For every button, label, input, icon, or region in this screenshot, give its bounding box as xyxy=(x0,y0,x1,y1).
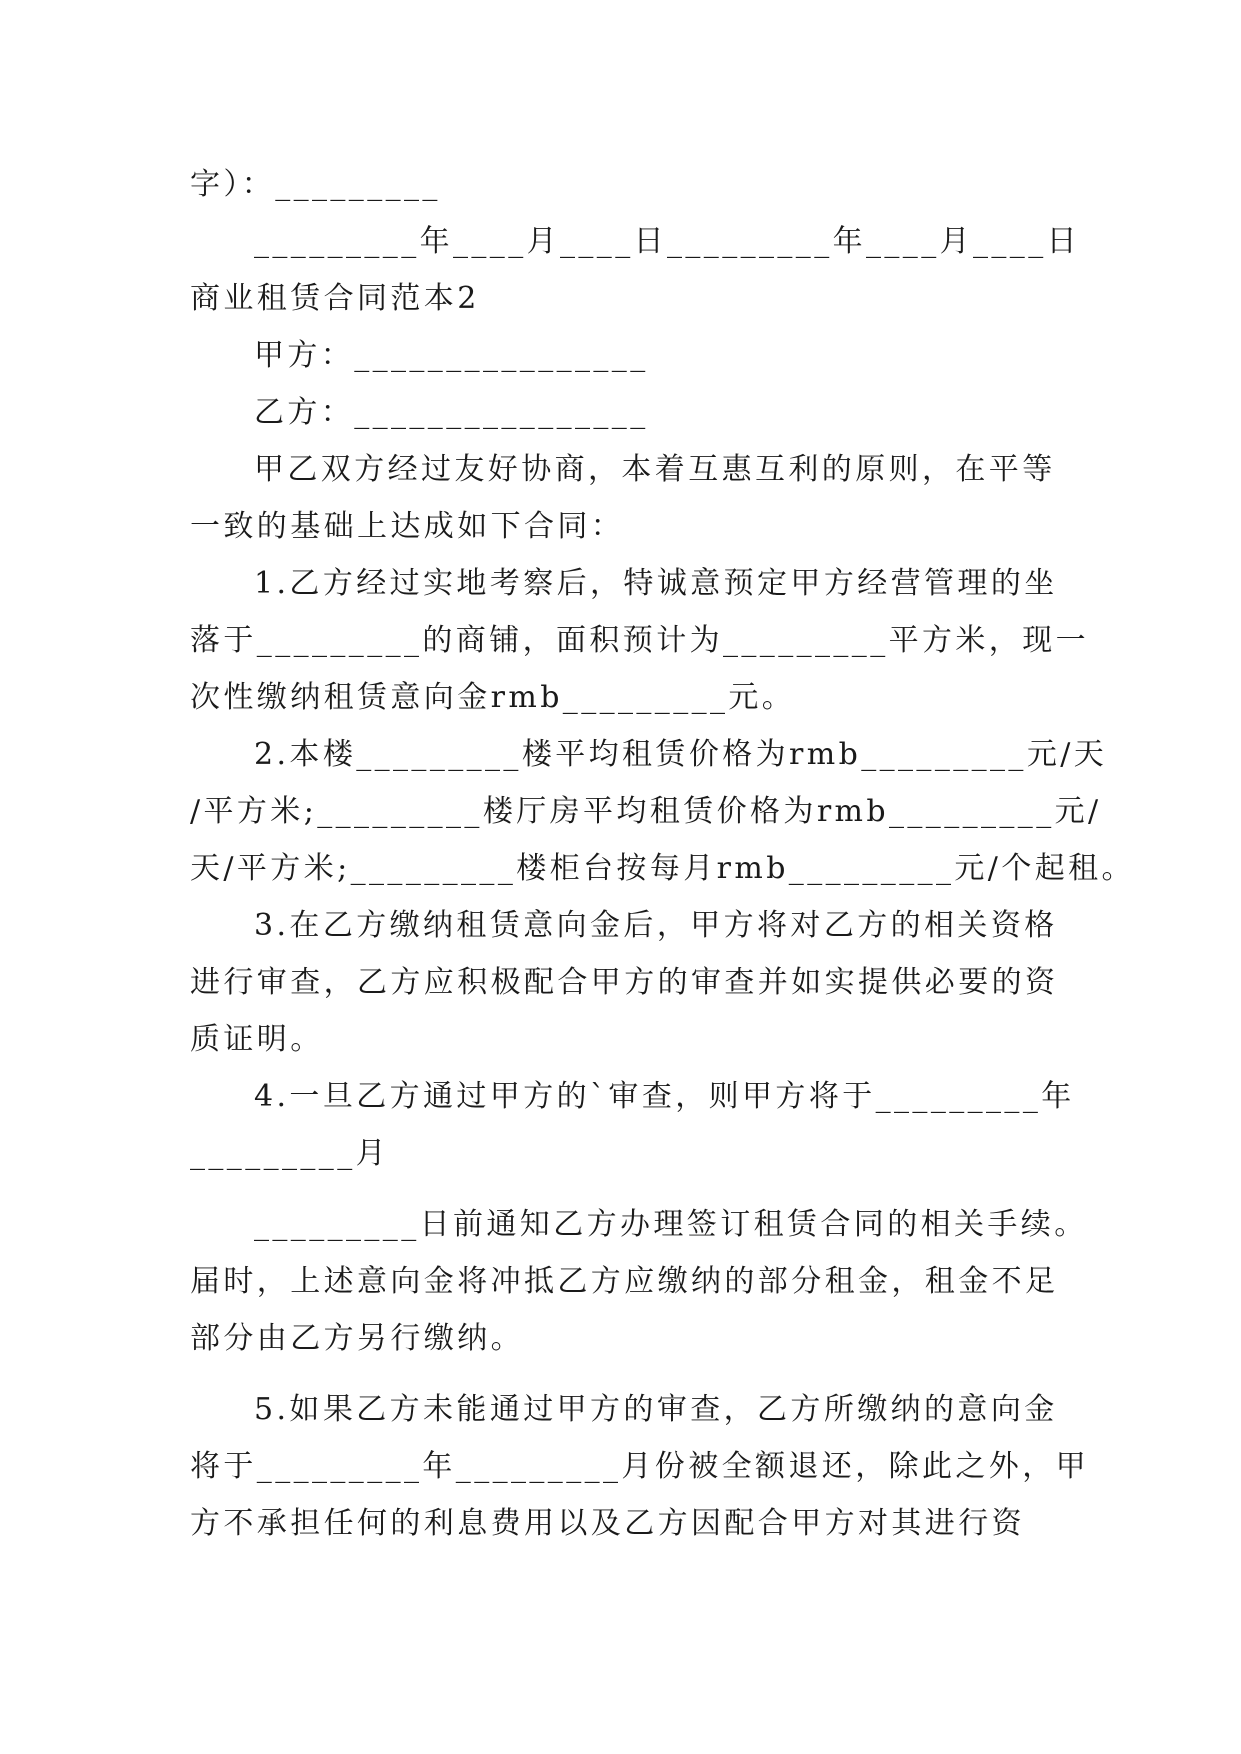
clause-3-line-1: 3.在乙方缴纳租赁意向金后，甲方将对乙方的相关资格 xyxy=(254,908,1058,943)
clause-4-line-3: _________日前通知乙方办理签订租赁合同的相关手续。 xyxy=(254,1207,1088,1242)
clause-3-line-2: 进行审查，乙方应积极配合甲方的审查并如实提供必要的资 xyxy=(190,965,1059,1000)
clause-5-line-2: 将于_________年_________月份被全额退还，除此之外，甲 xyxy=(190,1449,1089,1484)
clause-5-line-1: 5.如果乙方未能通过甲方的审查，乙方所缴纳的意向金 xyxy=(254,1392,1058,1427)
clause-1-line-3: 次性缴纳租赁意向金rmb_________元。 xyxy=(190,680,796,715)
clause-2-line-1: 2.本楼_________楼平均租赁价格为rmb_________元/天 xyxy=(254,737,1108,772)
clause-1-line-1: 1.乙方经过实地考察后，特诚意预定甲方经营管理的坐 xyxy=(254,566,1058,601)
clause-2-line-3: 天/平方米;_________楼柜台按每月rmb_________元/个起租。 xyxy=(190,851,1135,886)
clause-5-line-3: 方不承担任何的利息费用以及乙方因配合甲方对其进行资 xyxy=(190,1506,1025,1541)
clause-4-line-1: 4.一旦乙方通过甲方的`审查，则甲方将于_________年 xyxy=(254,1079,1075,1114)
section-title: 商业租赁合同范本2 xyxy=(190,281,480,316)
clause-1-line-2: 落于_________的商铺，面积预计为_________平方米，现一 xyxy=(190,623,1089,658)
date-line: _________年____月____日_________年____月____日 xyxy=(254,224,1080,259)
clause-2-line-2: /平方米;_________楼厅房平均租赁价格为rmb_________元/ xyxy=(190,794,1102,829)
party-b-line: 乙方：________________ xyxy=(254,395,649,430)
clause-4-line-5: 部分由乙方另行缴纳。 xyxy=(190,1321,524,1356)
intro-line-1: 甲乙双方经过友好协商，本着互惠互利的原则，在平等 xyxy=(254,452,1056,487)
party-a-line: 甲方：________________ xyxy=(254,338,649,373)
clause-3-line-3: 质证明。 xyxy=(190,1022,324,1057)
intro-line-2: 一致的基础上达成如下合同： xyxy=(190,509,625,544)
clause-4-line-4: 届时，上述意向金将冲抵乙方应缴纳的部分租金，租金不足 xyxy=(190,1264,1059,1299)
text-line-1: 字）：_________ xyxy=(190,167,441,202)
clause-4-line-2: _________月 xyxy=(190,1136,389,1171)
